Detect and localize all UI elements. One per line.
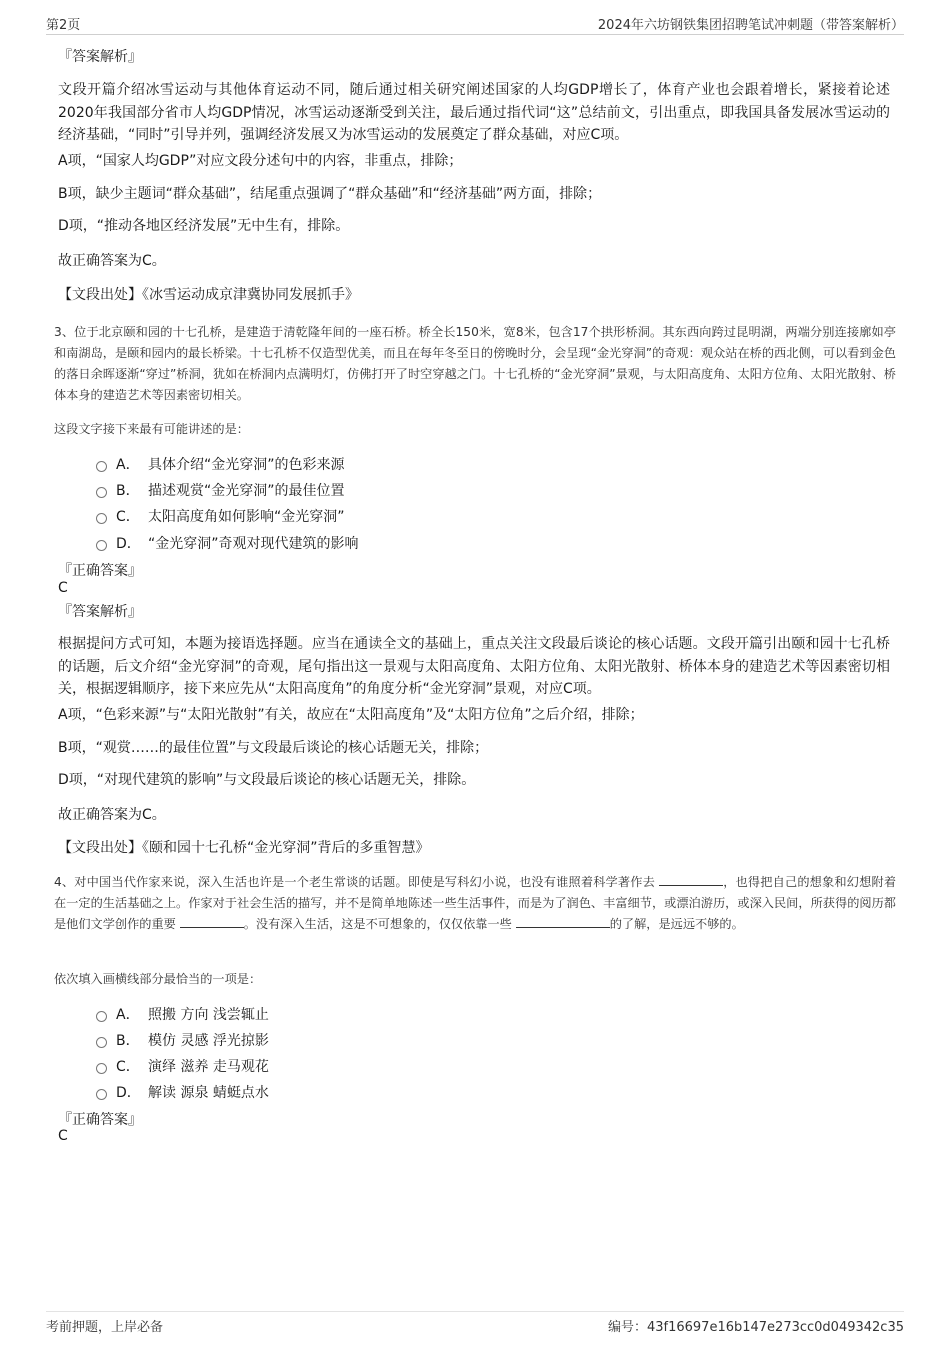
q4-option-d[interactable]: D． 解读 源泉 蜻蜓点水 bbox=[96, 1082, 269, 1102]
q3-option-a[interactable]: A． 具体介绍“金光穿洞”的色彩来源 bbox=[96, 454, 345, 474]
radio-button[interactable] bbox=[96, 1011, 107, 1022]
document-id: 编号：43f16697e16b147e273cc0d049342c35 bbox=[607, 1320, 904, 1335]
q3-analysis-d: D项，“对现代建筑的影响”与文段最后谈论的核心话题无关，排除。 bbox=[58, 772, 476, 788]
q3-option-b[interactable]: B． 描述观赏“金光穿洞”的最佳位置 bbox=[96, 480, 345, 500]
q3-source: 【文段出处】《颐和园十七孔桥“金光穿洞”背后的多重智慧》 bbox=[58, 840, 430, 856]
q3-option-d[interactable]: D． “金光穿洞”奇观对现代建筑的影响 bbox=[96, 533, 359, 553]
page-footer bbox=[46, 1311, 904, 1336]
q2-analysis-a: A项，“国家人均GDP”对应文段分述句中的内容，非重点，排除； bbox=[58, 153, 463, 169]
q3-stem: 3、位于北京颐和园的十七孔桥，是建造于清乾隆年间的一座石桥。桥全长150米，宽8米，包含17个拱形桥洞。其东西向跨过昆明湖，两端分别连接廓如亭和南湖岛，是颐和园内的最长桥梁。十七孔桥不仅造型优美，而且在每年冬至日的傍晚时分，会呈现“金光穿洞”的奇观：观众站在桥的西北侧，可以看到金色的落日余晖逐渐“穿过”桥洞，犹如在桥洞内点满明灯，仿佛打开了时空穿越之门。十七孔桥的“金光穿洞”景观，与太阳高度角、太阳方位角、太阳光散射、桥体本身的建造艺术等因素密切相关。 bbox=[54, 325, 896, 402]
q3-question: 这段文字接下来最有可能讲述的是： bbox=[54, 422, 249, 436]
radio-button[interactable] bbox=[96, 540, 107, 551]
q4-stem: 4、对中国当代作家来说，深入生活也许是一个老生常谈的话题。即使是写科幻小说，也没有谁照着科学著作去 ，也得把自己的想象和幻想附着在一定的生活基础之上。作家对于社会生活的描写，并不是简单地陈述一些生活事件，而是为了润色、丰富细节，或漂泊游历，或深入民间，所获得的阅历都是他们文学创作的重要 。没有深入生活，这是不可想象的，仅仅依靠一些 的了解，是远远不够的。 bbox=[54, 875, 897, 931]
q2-analysis-d: D项，“推动各地区经济发展”无中生有，排除。 bbox=[58, 218, 350, 234]
q2-analysis-b: B项，缺少主题词“群众基础”，结尾重点强调了“群众基础”和“经济基础”两方面，排除； bbox=[58, 186, 602, 202]
q4-option-a[interactable]: A． 照搬 方向 浅尝辄止 bbox=[96, 1004, 269, 1024]
radio-button[interactable] bbox=[96, 513, 107, 524]
q4-option-b[interactable]: B． 模仿 灵感 浮光掠影 bbox=[96, 1030, 269, 1050]
q2-analysis-label: 『答案解析』 bbox=[58, 49, 142, 65]
radio-button[interactable] bbox=[96, 1089, 107, 1100]
q4-answer: C bbox=[58, 1128, 68, 1144]
blank-1 bbox=[659, 873, 723, 886]
page-number: 第2页 bbox=[46, 18, 81, 33]
blank-3 bbox=[516, 915, 610, 928]
radio-button[interactable] bbox=[96, 461, 107, 472]
q3-answer-label: 『正确答案』 bbox=[58, 563, 142, 579]
q2-analysis: 文段开篇介绍冰雪运动与其他体育运动不同，随后通过相关研究阐述国家的人均GDP增长了，体育产业也会跟着增长，紧接着论述2020年我国部分省市人均GDP情况，冰雪运动逐渐受到关注，最后通过指代词“这”总结前文，引出重点，即我国具备发展冰雪运动的经济基础，“同时”引导并列，强调经济发展又为冰雪运动的发展奠定了群众基础，对应C项。 bbox=[58, 82, 890, 143]
q2-conclusion: 故正确答案为C。 bbox=[58, 253, 166, 269]
q4-question: 依次填入画横线部分最恰当的一项是： bbox=[54, 972, 262, 986]
q3-analysis-a: A项，“色彩来源”与“太阳光散射”有关，故应在“太阳高度角”及“太阳方位角”之后介绍，排除； bbox=[58, 707, 644, 723]
q4-option-c[interactable]: C． 演绎 滋养 走马观花 bbox=[96, 1056, 269, 1076]
blank-2 bbox=[180, 915, 244, 928]
q3-answer: C bbox=[58, 580, 68, 596]
radio-button[interactable] bbox=[96, 1037, 107, 1048]
footer-slogan: 考前押题，上岸必备 bbox=[46, 1320, 164, 1335]
q2-source: 【文段出处】《冰雪运动成京津冀协同发展抓手》 bbox=[58, 287, 359, 303]
q3-option-c[interactable]: C． 太阳高度角如何影响“金光穿洞” bbox=[96, 506, 345, 526]
q4-answer-label: 『正确答案』 bbox=[58, 1112, 142, 1128]
q3-analysis-label: 『答案解析』 bbox=[58, 604, 142, 620]
page-header bbox=[46, 14, 904, 35]
q3-analysis: 根据提问方式可知，本题为接语选择题。应当在通读全文的基础上，重点关注文段最后谈论的核心话题。文段开篇引出颐和园十七孔桥的话题，后文介绍“金光穿洞”的奇观，尾句指出这一景观与太阳高度角、太阳方位角、太阳光散射、桥体本身的建造艺术等因素密切相关，根据逻辑顺序，接下来应先从“太阳高度角”的角度分析“金光穿洞”景观，对应C项。 bbox=[58, 636, 890, 697]
document-title: 2024年六坊钢铁集团招聘笔试冲刺题（带答案解析） bbox=[597, 18, 904, 33]
q3-conclusion: 故正确答案为C。 bbox=[58, 807, 166, 823]
radio-button[interactable] bbox=[96, 1063, 107, 1074]
q3-analysis-b: B项，“观赏……的最佳位置”与文段最后谈论的核心话题无关，排除； bbox=[58, 740, 489, 756]
radio-button[interactable] bbox=[96, 487, 107, 498]
